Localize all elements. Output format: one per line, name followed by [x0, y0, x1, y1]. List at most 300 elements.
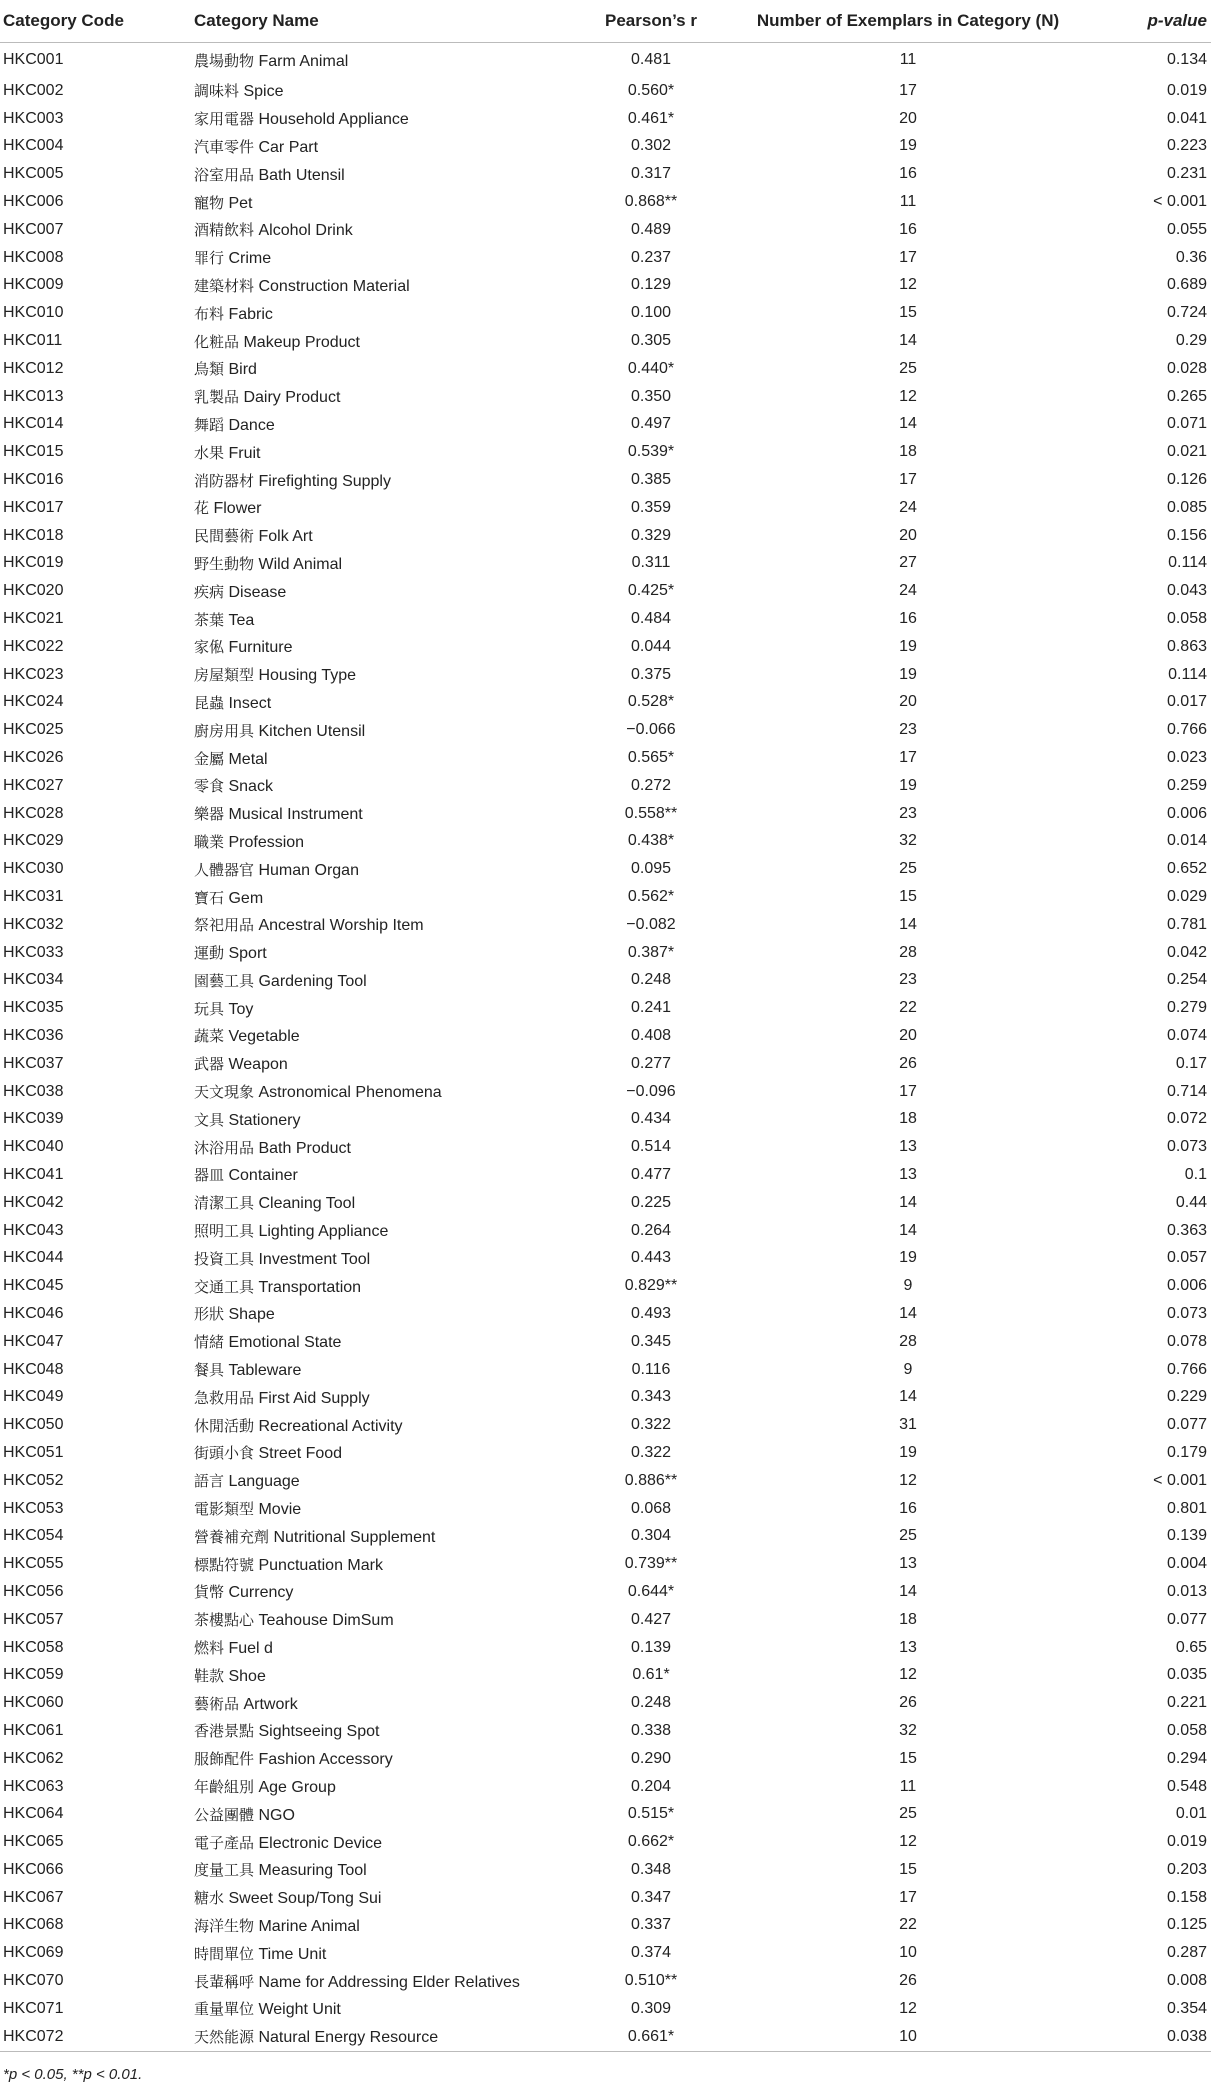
- exemplar-count-cell: 9: [903, 1360, 913, 1378]
- category-name-chinese: 貨幣: [194, 1583, 225, 1602]
- category-name-english: Shoe: [228, 1667, 266, 1685]
- table-row: [0, 1884, 1211, 1912]
- table-row: [0, 272, 1211, 300]
- pearsons-r-cell: 0.739**: [624, 1555, 678, 1573]
- category-code-cell: HKC063: [3, 1777, 64, 1795]
- table-row: [0, 633, 1211, 661]
- category-name-english: Sport: [228, 945, 267, 963]
- category-name-chinese: 鞋款: [194, 1666, 225, 1685]
- category-name-cell: [194, 43, 565, 78]
- category-code-cell: HKC019: [3, 554, 64, 572]
- pearsons-r-cell: 0.661*: [565, 2023, 737, 2051]
- category-name-chinese: 情緒: [194, 1333, 225, 1352]
- category-name-english: Transportation: [258, 1278, 362, 1296]
- exemplar-count-cell: 20: [899, 1026, 917, 1044]
- exemplar-count-cell: 16: [899, 1499, 917, 1517]
- category-name-chinese: 營養補充劑: [194, 1527, 270, 1546]
- category-code-cell: HKC033: [3, 943, 64, 961]
- category-name-chinese: 時間單位: [194, 1944, 255, 1963]
- category-name-english: Cleaning Tool: [258, 1195, 356, 1213]
- category-name-english: Electronic Device: [258, 1834, 383, 1852]
- category-name-cell: [194, 133, 565, 161]
- exemplar-count-cell: 13: [899, 1165, 917, 1183]
- category-name-english: Tea: [228, 611, 255, 629]
- table-row: [0, 1495, 1211, 1523]
- pearsons-r-cell: 0.375: [630, 665, 672, 683]
- p-value-cell: 0.043: [1166, 582, 1207, 600]
- table-row: [0, 1856, 1211, 1884]
- table-row: [0, 939, 1211, 967]
- category-code-cell: HKC048: [3, 1360, 64, 1378]
- table-row: [0, 1661, 1211, 1689]
- category-name-english: Ancestral Worship Item: [258, 917, 424, 935]
- category-name-cell: [194, 772, 565, 800]
- category-name-cell: [194, 272, 565, 300]
- exemplar-count-cell: 18: [899, 443, 917, 461]
- category-code-cell: HKC007: [3, 220, 64, 238]
- category-name-chinese: 電子產品: [194, 1833, 255, 1852]
- p-value-cell: 0.071: [1166, 415, 1207, 433]
- pearsons-r-cell: 0.225: [630, 1193, 672, 1211]
- p-value-cell: 0.057: [1166, 1249, 1207, 1267]
- category-code-cell: HKC010: [3, 304, 64, 322]
- pearsons-r-cell: 0.304: [630, 1527, 672, 1545]
- category-name-cell: [194, 1050, 565, 1078]
- pearsons-r-cell: −0.096: [626, 1082, 676, 1100]
- category-code-cell: HKC066: [3, 1860, 64, 1878]
- category-name-english: Dairy Product: [243, 389, 341, 407]
- table-row: [0, 299, 1211, 327]
- category-name-chinese: 罪行: [194, 249, 225, 268]
- exemplar-count-cell: 14: [899, 1304, 917, 1322]
- pearsons-r-cell: 0.350: [630, 387, 672, 405]
- category-code-cell: HKC018: [3, 526, 64, 544]
- p-value-cell: 0.017: [1166, 693, 1207, 711]
- exemplar-count-cell: 32: [899, 832, 917, 850]
- category-name-cell: [194, 1828, 565, 1856]
- pearsons-r-cell: 0.044: [630, 637, 672, 655]
- category-code-cell: HKC032: [3, 915, 64, 933]
- exemplar-count-cell: 17: [899, 471, 917, 489]
- p-value-cell: 0.265: [1166, 387, 1207, 405]
- category-name-english: Bath Utensil: [258, 166, 345, 184]
- category-name-cell: [194, 77, 565, 105]
- category-code-cell: HKC064: [3, 1805, 64, 1823]
- exemplar-count-cell: 23: [899, 721, 917, 739]
- pearsons-r-cell: 0.248: [630, 971, 672, 989]
- category-name-chinese: 樂器: [194, 805, 225, 824]
- category-name-chinese: 疾病: [194, 582, 225, 601]
- category-name-cell: [194, 1356, 565, 1384]
- category-name-english: Folk Art: [258, 528, 313, 546]
- category-name-cell: [194, 689, 565, 717]
- category-name-chinese: 浴室用品: [194, 165, 255, 184]
- category-name-chinese: 街頭小食: [194, 1444, 255, 1463]
- category-name-english: Age Group: [258, 1779, 336, 1796]
- category-code-cell: HKC058: [3, 1638, 64, 1656]
- category-name-cell: [194, 1661, 565, 1689]
- category-name-chinese: 零食: [194, 777, 225, 796]
- exemplar-count-cell: 17: [899, 1888, 917, 1906]
- table-row: [0, 1634, 1211, 1662]
- category-name-english: Fuel d: [228, 1640, 273, 1658]
- pearsons-r-cell: 0.385: [630, 471, 672, 489]
- table-row: [0, 1272, 1211, 1300]
- pearsons-r-cell: 0.322: [630, 1416, 672, 1434]
- p-value-cell: 0.085: [1166, 498, 1207, 516]
- p-value-cell: 0.158: [1166, 1888, 1207, 1906]
- category-code-cell: HKC041: [3, 1165, 64, 1183]
- category-name-english: Gardening Tool: [258, 972, 367, 990]
- table-row: [0, 77, 1211, 105]
- category-name-cell: [194, 1856, 565, 1884]
- category-name-chinese: 交通工具: [194, 1277, 255, 1296]
- p-value-cell: 0.074: [1166, 1026, 1207, 1044]
- exemplar-count-cell: 16: [899, 610, 917, 628]
- table-row: [0, 605, 1211, 633]
- category-name-chinese: 房屋類型: [194, 666, 255, 685]
- pearsons-r-cell: 0.317: [630, 165, 672, 183]
- exemplar-count-cell: 10: [737, 2023, 1079, 2051]
- exemplar-count-cell: 14: [899, 915, 917, 933]
- pearsons-r-cell: 0.359: [630, 498, 672, 516]
- pearsons-r-cell: 0.408: [630, 1026, 672, 1044]
- table-row: [0, 1912, 1211, 1940]
- category-name-chinese: 水果: [194, 443, 225, 462]
- p-value-cell: 0.259: [1166, 776, 1207, 794]
- category-name-english: Recreational Activity: [258, 1417, 403, 1435]
- category-name-chinese: 金屬: [194, 749, 225, 768]
- category-name-english: Name for Addressing Elder Relatives: [258, 1973, 520, 1991]
- category-name-chinese: 酒精飲料: [194, 221, 255, 240]
- exemplar-count-cell: 16: [899, 165, 917, 183]
- exemplar-count-cell: 19: [899, 776, 917, 794]
- pearsons-r-cell: 0.337: [630, 1916, 672, 1934]
- p-value-cell: 0.114: [1168, 665, 1207, 683]
- category-code-cell: HKC024: [3, 693, 64, 711]
- category-name-chinese: 消防器材: [194, 471, 255, 490]
- exemplar-count-cell: 19: [899, 665, 917, 683]
- p-value-cell: 0.073: [1166, 1304, 1207, 1322]
- category-name-english: Lighting Appliance: [258, 1223, 389, 1241]
- pearsons-r-cell: 0.644*: [627, 1582, 675, 1600]
- p-value-cell: 0.134: [1166, 51, 1207, 68]
- pearsons-r-cell: 0.277: [630, 1054, 672, 1072]
- category-code-cell: HKC009: [3, 276, 64, 294]
- p-value-cell: 0.1: [1184, 1165, 1207, 1183]
- pearsons-r-cell: −0.066: [626, 721, 676, 739]
- category-name-cell: [194, 494, 565, 522]
- category-name-cell: [194, 1884, 565, 1912]
- pearsons-r-cell: 0.129: [630, 276, 672, 294]
- p-value-cell: 0.01: [1175, 1805, 1207, 1823]
- category-code-cell: HKC013: [3, 387, 64, 405]
- category-name-cell: [194, 466, 565, 494]
- pearsons-r-cell: 0.116: [631, 1360, 671, 1378]
- category-name-chinese: 武器: [194, 1055, 225, 1074]
- p-value-cell: 0.019: [1166, 1833, 1207, 1851]
- pearsons-r-cell: 0.515*: [627, 1805, 675, 1823]
- p-value-cell: 0.65: [1175, 1638, 1207, 1656]
- pearsons-r-cell: 0.558**: [624, 804, 678, 822]
- pearsons-r-cell: 0.305: [630, 332, 672, 350]
- p-value-cell: 0.44: [1175, 1193, 1207, 1211]
- p-value-cell: 0.287: [1166, 1944, 1207, 1962]
- header-p-value: p-value: [1079, 0, 1211, 43]
- category-name-english: Dance: [228, 416, 275, 434]
- p-value-cell: 0.652: [1166, 860, 1207, 878]
- exemplar-count-cell: 12: [899, 1833, 917, 1851]
- pearsons-r-cell: 0.338: [630, 1721, 672, 1739]
- table-row: [0, 828, 1211, 856]
- table-row: [0, 1022, 1211, 1050]
- category-name-english: Street Food: [258, 1445, 343, 1463]
- table-row: [0, 105, 1211, 133]
- category-code-cell: HKC021: [3, 610, 64, 628]
- category-code-cell: HKC042: [3, 1193, 64, 1211]
- p-value-cell: 0.294: [1166, 1749, 1207, 1767]
- category-name-chinese: 祭祀用品: [194, 916, 255, 935]
- table-row: [0, 494, 1211, 522]
- category-code-cell: HKC047: [3, 1332, 64, 1350]
- p-value-cell: 0.801: [1166, 1499, 1207, 1517]
- category-name-cell: [194, 1634, 565, 1662]
- p-value-cell: 0.863: [1166, 637, 1207, 655]
- table-row: [0, 1300, 1211, 1328]
- p-value-cell: 0.038: [1079, 2023, 1211, 2051]
- exemplar-count-cell: 11: [899, 193, 917, 211]
- category-name-cell: [194, 2023, 565, 2051]
- header-pearsons-r: Pearson’s r: [565, 0, 737, 43]
- pearsons-r-cell: 0.248: [630, 1694, 672, 1712]
- pearsons-r-cell: −0.082: [626, 915, 676, 933]
- category-name-english: Natural Energy Resource: [258, 2029, 439, 2047]
- category-name-english: Movie: [258, 1501, 302, 1519]
- category-name-cell: [194, 1383, 565, 1411]
- category-name-chinese: 人體器官: [194, 860, 255, 879]
- exemplar-count-cell: 19: [899, 137, 917, 155]
- category-name-english: NGO: [258, 1806, 295, 1824]
- table-row: [0, 772, 1211, 800]
- p-value-cell: 0.156: [1166, 526, 1207, 544]
- category-name-chinese: 休閒活動: [194, 1416, 255, 1435]
- category-code-cell: HKC025: [3, 721, 64, 739]
- p-value-cell: < 0.001: [1153, 1471, 1207, 1489]
- exemplar-count-cell: 12: [899, 1999, 917, 2017]
- category-name-chinese: 急救用品: [194, 1388, 255, 1407]
- category-name-cell: [194, 1745, 565, 1773]
- category-name-cell: [194, 1995, 565, 2023]
- category-code-cell: HKC035: [3, 999, 64, 1017]
- pearsons-r-cell: 0.61*: [632, 1666, 670, 1684]
- category-name-chinese: 布料: [194, 304, 225, 323]
- category-name-english: Metal: [228, 750, 268, 768]
- header-category-name: Category Name: [194, 0, 565, 43]
- exemplar-count-cell: 18: [899, 1610, 917, 1628]
- p-value-cell: 0.114: [1168, 554, 1207, 572]
- exemplar-count-cell: 12: [899, 1666, 917, 1684]
- category-name-english: Measuring Tool: [258, 1862, 367, 1880]
- category-name-chinese: 度量工具: [194, 1861, 255, 1880]
- pearsons-r-cell: 0.302: [630, 137, 672, 155]
- category-code-cell: HKC037: [3, 1054, 64, 1072]
- p-value-cell: 0.023: [1166, 749, 1207, 767]
- exemplar-count-cell: 20: [899, 526, 917, 544]
- category-code-cell: HKC053: [3, 1499, 64, 1517]
- table-row: [0, 244, 1211, 272]
- header-category-code: Category Code: [0, 0, 194, 43]
- category-name-english: Sightseeing Spot: [258, 1723, 380, 1741]
- category-code-cell: HKC036: [3, 1026, 64, 1044]
- category-name-cell: [194, 355, 565, 383]
- table-row: [0, 883, 1211, 911]
- category-name-cell: [194, 1800, 565, 1828]
- category-code-cell: HKC008: [3, 248, 64, 266]
- category-name-chinese: 電影類型: [194, 1500, 255, 1519]
- category-name-chinese: 廚房用具: [194, 721, 255, 740]
- category-code-cell: HKC067: [3, 1888, 64, 1906]
- category-name-english: Firefighting Supply: [258, 472, 391, 490]
- category-code-cell: HKC030: [3, 860, 64, 878]
- pearsons-r-cell: 0.443: [630, 1249, 672, 1267]
- pearsons-r-cell: 0.528*: [627, 693, 675, 711]
- category-name-english: Pet: [228, 194, 253, 212]
- table-row: [0, 577, 1211, 605]
- category-name-english: Emotional State: [228, 1334, 342, 1352]
- p-value-cell: 0.714: [1166, 1082, 1207, 1100]
- category-code-cell: HKC052: [3, 1471, 64, 1489]
- table-row: [0, 1411, 1211, 1439]
- p-value-cell: 0.013: [1166, 1582, 1207, 1600]
- category-name-cell: [194, 967, 565, 995]
- category-name-chinese: 天然能源: [194, 2028, 255, 2047]
- category-name-chinese: 糖水: [194, 1889, 225, 1908]
- category-name-english: Astronomical Phenomena: [258, 1084, 442, 1102]
- table-row: [0, 1773, 1211, 1801]
- pearsons-r-cell: 0.438*: [627, 832, 675, 850]
- category-code-cell: HKC022: [3, 637, 64, 655]
- table-row: [0, 216, 1211, 244]
- category-name-english: Construction Material: [258, 277, 410, 295]
- category-name-cell: [194, 1689, 565, 1717]
- category-name-cell: [194, 855, 565, 883]
- category-name-cell: [194, 883, 565, 911]
- category-name-english: Furniture: [228, 639, 293, 657]
- category-name-cell: [194, 1439, 565, 1467]
- category-name-english: Vegetable: [228, 1028, 300, 1046]
- exemplar-count-cell: 14: [899, 1221, 917, 1239]
- pearsons-r-cell: 0.539*: [627, 443, 675, 461]
- pearsons-r-cell: 0.425*: [627, 582, 675, 600]
- category-name-english: Wild Animal: [258, 555, 343, 573]
- category-code-cell: HKC050: [3, 1416, 64, 1434]
- p-value-cell: 0.179: [1166, 1443, 1207, 1461]
- category-name-cell: [194, 383, 565, 411]
- pearsons-r-cell: 0.489: [630, 220, 672, 238]
- table-row: [0, 800, 1211, 828]
- table-row: [0, 1217, 1211, 1245]
- category-code-cell: HKC026: [3, 749, 64, 767]
- category-name-chinese: 藝術品: [194, 1694, 240, 1713]
- category-name-cell: [194, 1606, 565, 1634]
- category-name-english: Sweet Soup/Tong Sui: [228, 1890, 382, 1908]
- category-name-cell: [194, 800, 565, 828]
- category-name-cell: [194, 1467, 565, 1495]
- category-code-cell: HKC039: [3, 1110, 64, 1128]
- table-row: [0, 744, 1211, 772]
- category-name-english: Marine Animal: [258, 1917, 360, 1935]
- p-value-cell: 0.058: [1166, 1721, 1207, 1739]
- exemplar-count-cell: 15: [899, 1860, 917, 1878]
- pearsons-r-cell: 0.309: [630, 1999, 672, 2017]
- category-name-english: Weapon: [228, 1056, 288, 1074]
- category-name-cell: [194, 244, 565, 272]
- category-name-cell: [194, 1161, 565, 1189]
- category-name-chinese: 公益團體: [194, 1805, 255, 1824]
- exemplar-count-cell: 24: [899, 498, 917, 516]
- exemplar-count-cell: 22: [899, 999, 917, 1017]
- header-exemplar-count: Number of Exemplars in Category (N): [737, 0, 1079, 43]
- p-value-cell: 0.073: [1166, 1138, 1207, 1156]
- category-code-cell: HKC062: [3, 1749, 64, 1767]
- table-row: [0, 1328, 1211, 1356]
- table-row: [0, 355, 1211, 383]
- pearsons-r-cell: 0.329: [630, 526, 672, 544]
- category-name-chinese: 標點符號: [194, 1555, 255, 1574]
- category-code-cell: HKC023: [3, 665, 64, 683]
- table-row: [0, 1550, 1211, 1578]
- exemplar-count-cell: 11: [899, 1777, 917, 1795]
- exemplar-count-cell: 17: [899, 749, 917, 767]
- exemplar-count-cell: 15: [899, 304, 917, 322]
- table-row: [0, 550, 1211, 578]
- category-name-english: Toy: [228, 1000, 254, 1018]
- category-code-cell: HKC040: [3, 1138, 64, 1156]
- category-name-chinese: 文具: [194, 1110, 225, 1129]
- category-name-cell: [194, 911, 565, 939]
- pearsons-r-cell: 0.434: [630, 1110, 672, 1128]
- pearsons-r-cell: 0.311: [631, 554, 671, 572]
- table-row: [0, 911, 1211, 939]
- category-name-english: Alcohol Drink: [258, 222, 353, 240]
- category-name-english: Household Appliance: [258, 111, 409, 129]
- category-name-cell: [194, 299, 565, 327]
- pearsons-r-cell: 0.514: [630, 1138, 672, 1156]
- pearsons-r-cell: 0.290: [630, 1749, 672, 1767]
- p-value-cell: 0.072: [1166, 1110, 1207, 1128]
- category-name-english: Teahouse DimSum: [258, 1612, 394, 1630]
- table-row: [0, 160, 1211, 188]
- category-code-cell: HKC015: [3, 443, 64, 461]
- exemplar-count-cell: 27: [899, 554, 917, 572]
- p-value-cell: 0.548: [1166, 1777, 1207, 1795]
- category-name-english: Artwork: [243, 1695, 298, 1713]
- category-name-chinese: 野生動物: [194, 554, 255, 573]
- p-value-cell: 0.36: [1175, 248, 1207, 266]
- category-name-cell: [194, 550, 565, 578]
- category-name-english: Musical Instrument: [228, 806, 363, 824]
- exemplar-count-cell: 28: [899, 1332, 917, 1350]
- exemplar-count-cell: 25: [899, 1527, 917, 1545]
- exemplar-count-cell: 19: [899, 1443, 917, 1461]
- category-name-english: Flower: [213, 500, 262, 518]
- category-name-chinese: 年齡組別: [194, 1778, 255, 1796]
- category-name-english: Snack: [228, 778, 273, 796]
- pearsons-r-cell: 0.139: [630, 1638, 672, 1656]
- category-name-cell: [194, 438, 565, 466]
- table-row: [0, 661, 1211, 689]
- p-value-cell: 0.006: [1166, 804, 1207, 822]
